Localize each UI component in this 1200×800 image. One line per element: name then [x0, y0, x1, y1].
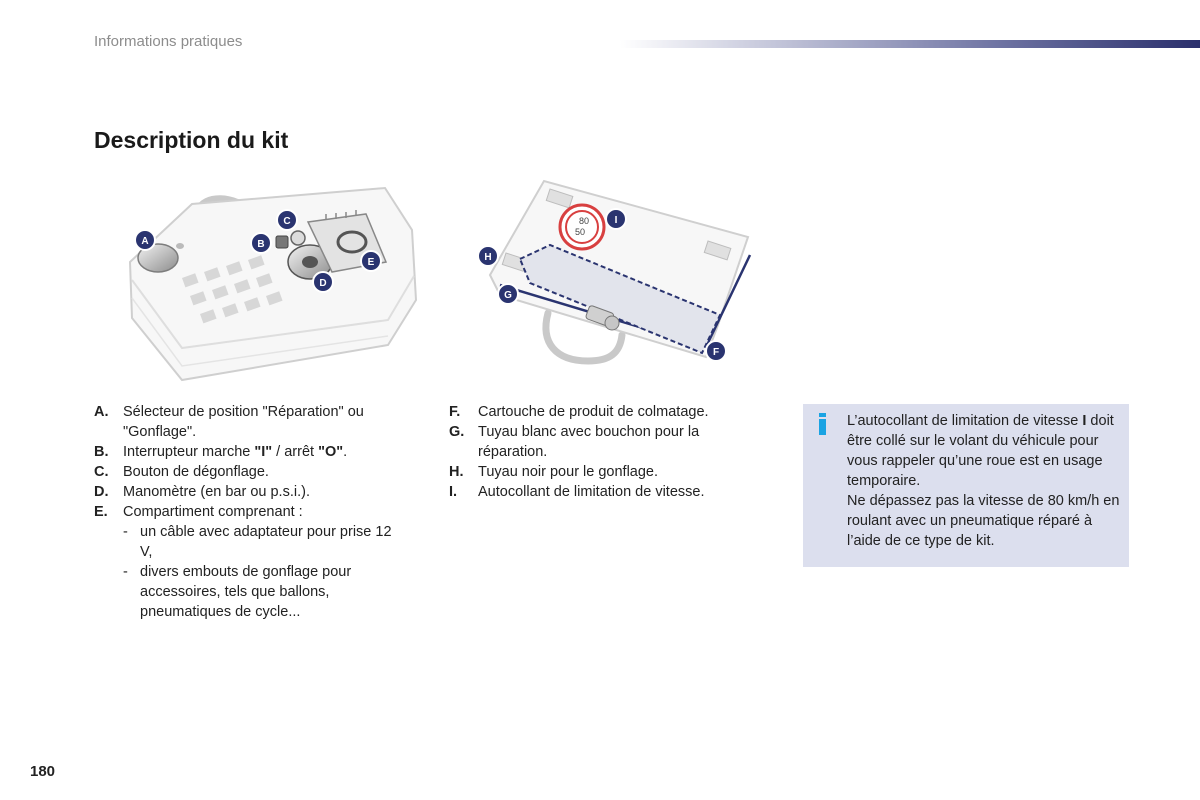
legend-text: Sélecteur de position "Réparation" ou "Gonflage". [123, 404, 364, 440]
kit-illustration-top [120, 180, 420, 385]
svg-text:I: I [614, 215, 618, 226]
legend-text: Tuyau blanc avec bouchon pour la réparation. [478, 424, 700, 460]
sub-dash: - [123, 524, 128, 540]
legend-text: Interrupteur marche "I" / arrêt "O". [123, 444, 348, 460]
callout-i [606, 209, 626, 229]
legend-item-a [94, 402, 404, 442]
legend-item-c [94, 462, 404, 482]
legend-item-b [94, 442, 404, 462]
svg-text:F: F [712, 347, 720, 358]
callout-f [706, 341, 726, 361]
callout-g [498, 284, 518, 304]
sticker-value-50: 50 [574, 227, 586, 237]
svg-text:G: G [504, 290, 512, 301]
legend-text: Cartouche de produit de colmatage. [478, 404, 709, 420]
legend-item-h [449, 462, 739, 482]
sticker-value-80: 80 [578, 216, 590, 226]
page-number: 180 [30, 763, 56, 780]
svg-text:A: A [141, 236, 149, 247]
callout-b [251, 233, 271, 253]
legend-item-g [449, 422, 739, 462]
legend-text: Tuyau noir pour le gonflage. [478, 464, 659, 480]
info-icon [819, 413, 826, 435]
callout-a [135, 230, 155, 250]
legend-right-column [449, 402, 739, 502]
svg-text:B: B [257, 239, 265, 250]
kit-illustration-bottom [470, 175, 760, 370]
svg-text:H: H [484, 252, 492, 263]
legend-subitem [123, 522, 404, 562]
legend-text: Bouton de dégonflage. [123, 464, 269, 480]
legend-key: C. [94, 464, 109, 480]
legend-subitem [123, 562, 404, 622]
legend-key: I. [449, 484, 458, 500]
legend-text: Autocollant de limitation de vitesse. [478, 484, 705, 500]
legend-item-i [449, 482, 739, 502]
legend-key: H. [449, 464, 464, 480]
legend-item-d [94, 482, 404, 502]
sub-dash: - [123, 564, 128, 580]
sub-text: un câble avec adaptateur pour prise 12 V, [140, 524, 392, 560]
legend-left-column [94, 402, 404, 622]
section-header: Informations pratiques [94, 33, 243, 50]
page-title: Description du kit [94, 127, 289, 153]
legend-item-e [94, 502, 404, 522]
header-gradient-bar [620, 40, 1200, 48]
info-note-box [803, 404, 1129, 567]
legend-key: A. [94, 404, 109, 420]
callout-e [361, 251, 381, 271]
legend-key: F. [449, 404, 461, 420]
legend-item-f [449, 402, 739, 422]
legend-key: G. [449, 424, 465, 440]
svg-text:E: E [367, 257, 375, 268]
svg-text:C: C [283, 216, 291, 227]
legend-text: Compartiment comprenant : [123, 504, 303, 520]
callout-c [277, 210, 297, 230]
svg-text:D: D [319, 278, 327, 289]
legend-key: D. [94, 484, 109, 500]
legend-key: B. [94, 444, 109, 460]
sub-text: divers embouts de gonflage pour accessoires, tels que ballons, pneumatiques de cycle... [140, 564, 352, 620]
legend-text: Manomètre (en bar ou p.s.i.). [123, 484, 310, 500]
callout-h [478, 246, 498, 266]
callout-d [313, 272, 333, 292]
info-note-text: L’autocollant de limitation de vitesse I doit être collé sur le volant du véhicule pour vous rappeler qu’une roue est en usage temporaire. Ne dépassez pas la vitesse de 80 km/h en roulant avec un pneumatique réparé à l’aide de ce type de kit. [847, 413, 1120, 549]
legend-key: E. [94, 504, 108, 520]
